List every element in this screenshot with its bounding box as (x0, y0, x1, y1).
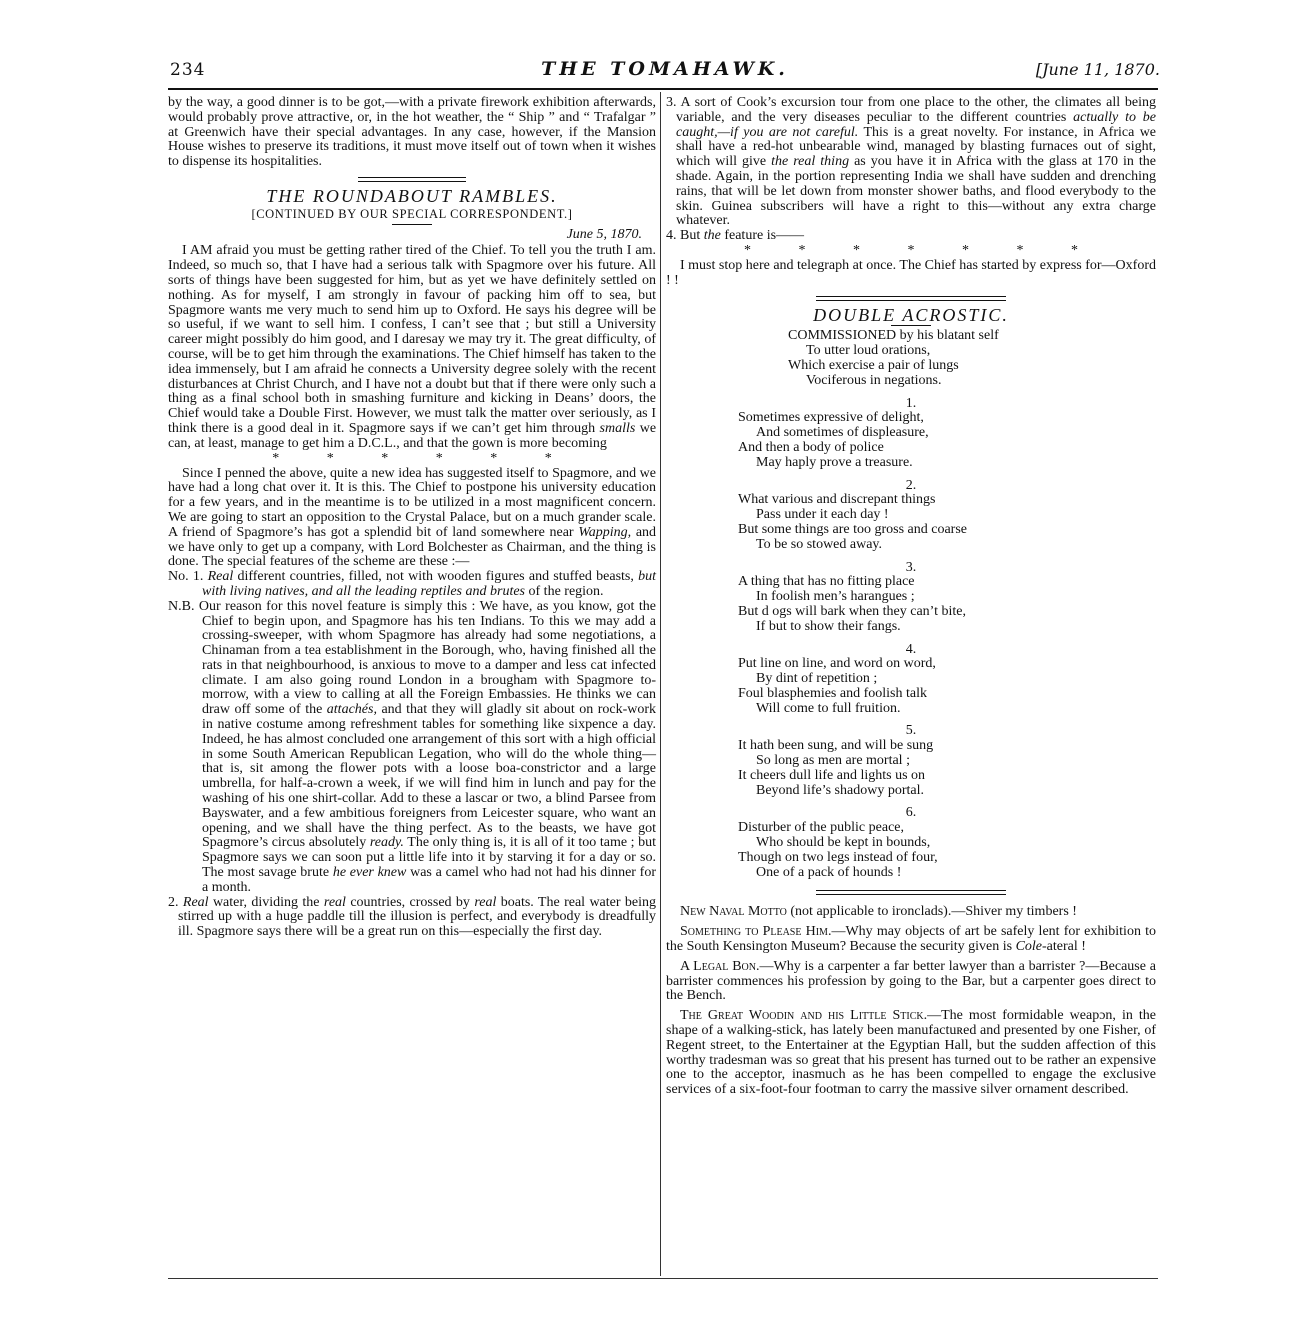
section-divider (816, 890, 1006, 895)
acrostic-stanzas (666, 397, 1156, 881)
scheme-item-1: No. 1. Real different countries, filled, not with wooden figures and stuffed beasts, but with living natives, and all the leading reptiles and brutes of the region. (168, 569, 656, 599)
acrostic-title: DOUBLE ACROSTIC. (813, 304, 1009, 325)
poem-line: It cheers dull life and lights us on (738, 767, 926, 783)
poem-line: Will come to full fruition. (756, 700, 901, 716)
page-number: 234 (170, 60, 206, 80)
article-subtitle: [CONTINUED BY OUR SPECIAL CORRESPONDENT.] (251, 206, 573, 221)
stanza-number: 2. (905, 477, 917, 493)
poem-line: In foolish men’s harangues ; (756, 589, 915, 605)
poem-line: By dint of repetition ; (756, 671, 878, 687)
poem-line: It hath been sung, and will be sung (738, 738, 934, 754)
poem-line: A thing that has no fitting place (738, 574, 915, 590)
stanza-number: 6. (905, 805, 917, 821)
column-divider (660, 92, 661, 1276)
poem-line: Put line on line, and word on word, (738, 656, 936, 672)
poem-line: But d ogs will bark when they can’t bite, (738, 603, 966, 619)
scheme-note: N.B. Our reason for this novel feature is simply this : We have, as you know, got the Chief to begin upon, and Spagmore has his ten Indians. To this we may add a crossing-sweeper, with whom Spagmore has already had some negotiations, a Chinaman from a tea establishment in the Borough, who, having finished all the rats in that neighbourhood, is anxious to move to a damper and less cat infected climate. I am also going round London in a brougham with Spagmore to-morrow, with a view to calling at all the Foreign Embassies. He thinks we can draw off some of the attachés, and that they will gladly sit about on rock-work in native costume among refreshment tables for something like sixpence a day. Indeed, he has almost concluded one arrangement of this sort with a high official in some South American Republican Legation, who will do the whole thing—that is, sit among the flower pots with a loose boa-constrictor and a large umbrella, for half-a-crown a week, if we will find him in lunch and pay for the washing of his one shirt-collar. Add to these a lascar or two, a blind Parsee from Bayswater, and a few ambitious foreigners from Leicester square, who want an opening, and we shall have the thing perfect. As to the beasts, we have got Spagmore’s circus absolutely ready. The only thing is, it is all of it too tame ; but Spagmore says we can soon put a little life into it by starving it for a day or so. The most savage brute he ever knew was a camel who had not had his dinner for a month. (168, 598, 657, 895)
article-paragraph: Since I penned the above, quite a new idea has suggested itself to Spagmore, and we have had a long chat over it. It is this. The Chief to postpone his university education for a few years, and in the meantime is to be utilized in a most magnificent concern. We are going to start an opposition to the Crystal Palace, but on a much grander scale. A friend of Spagmore’s has got a splendid bit of land somewhere near Wapping, and we have only to get up a company, with Lord Bolchester as Chairman, and the thing is done. The special features of the scheme are these :— (168, 465, 657, 570)
stanza-number: 3. (905, 559, 917, 575)
acrostic-stanza (738, 575, 1156, 634)
acrostic-intro (788, 329, 1156, 388)
poem-line: Foul blasphemies and foolish talk (738, 685, 927, 701)
issue-date: [June 11, 1870. (1035, 60, 1160, 79)
scheme-item-4: 4. But the feature is—— (666, 228, 805, 244)
note-legal-bon: A Legal Bon.—Why is a carpenter a far better lawyer than a barrister ?—Because a barrister commences his profession by going to the Bar, but a carpenter goes direct to the Bench. (666, 958, 1156, 1004)
poem-line: To be so stowed away. (756, 536, 883, 552)
poem-line: So long as men are mortal ; (756, 753, 910, 769)
poem-line: May haply prove a treasure. (756, 454, 913, 470)
stanza-number: 1. (905, 395, 917, 411)
note-please-him: Something to Please Him.—Why may objects of art be safely lent for exhibition to the South Kensington Museum? Because the security given is Cole-ateral ! (666, 924, 1156, 955)
acrostic-stanza (738, 493, 1156, 552)
page-header (170, 60, 1160, 86)
page-bottom-rule (168, 1278, 1158, 1279)
masthead: THE TOMAHAWK. (541, 58, 789, 80)
acrostic-stanza (738, 821, 1156, 880)
poem-line: Who should be kept in bounds, (756, 835, 931, 851)
poem-line: Pass under it each day ! (756, 507, 889, 523)
poem-line: COMMISSIONED by his blatant self (788, 328, 999, 344)
poem-line: One of a pack of hounds ! (756, 864, 902, 880)
poem-line: To utter loud orations, (806, 343, 931, 359)
acrostic-stanza (738, 411, 1156, 470)
poem-line: And sometimes of displeasure, (756, 425, 929, 441)
poem-line: But some things are too gross and coarse (738, 521, 968, 537)
right-column (666, 96, 1156, 1103)
poem-line: Disturber of the public peace, (738, 820, 904, 836)
note-naval-motto: New Naval Motto (not applicable to ironclads).—Shiver my timbers ! (680, 904, 1077, 920)
article-title: THE ROUNDABOUT RAMBLES. (266, 185, 558, 206)
asterism: * * * * * * * (744, 242, 1078, 258)
acrostic-stanza (738, 739, 1156, 798)
poem-line: Which exercise a pair of lungs (788, 357, 959, 373)
scheme-item-3: 3. A sort of Cook’s excursion tour from one place to the other, the climates all being variable, and the very diseases peculiar to the different countries actually to be caught,—if you are not careful. This is a great novelty. For instance, in Africa we shall have a red-hot unbearable wind, managed by blasting furnaces out of sight, which will give the real thing as you have it in Africa with the glass at 170 in the shade. Again, in the portion representing India we shall have sudden and drenching rains, that will be let down from monster shower baths, and flood everybody to the skin. Guinea subscribers will have a right to this—without any extra charge whatever. (666, 95, 1157, 229)
article-dateline: June 5, 1870. (566, 226, 642, 242)
closing-paragraph: I must stop here and telegraph at once. The Chief has started by express for—Oxford ! ! (666, 257, 1156, 288)
stanza-number: 4. (905, 641, 917, 657)
intro-paragraph: by the way, a good dinner is to be got,—with a private firework exhibition afterwards, would probably prove attractive, or, in the hot weather, the “ Ship ” and “ Trafalgar ” at Greenwich have their special advantages. In any case, however, if the Mansion House wishes to preserve its traditions, it must move itself out of town when it wishes to dispense its hospitalities. (168, 95, 656, 170)
poem-line: Vociferous in negations. (806, 372, 942, 388)
notes-section (666, 905, 1156, 1098)
section-divider (358, 177, 466, 182)
poem-line: Sometimes expressive of delight, (738, 410, 924, 426)
poem-line: If but to show their fangs. (756, 618, 901, 634)
short-divider (891, 325, 931, 326)
short-divider (392, 224, 432, 225)
scheme-item-2: 2. Real water, dividing the real countries, crossed by real boats. The real water being stirred up with a huge paddle till the illusion is perfect, and everybody is dreadfully ill. Spagmore says there will be a great run on this—especially the first day. (168, 894, 657, 940)
poem-line: What various and discrepant things (738, 492, 936, 508)
stanza-number: 5. (905, 723, 917, 739)
section-divider (816, 296, 1006, 301)
acrostic-stanza (738, 657, 1156, 716)
asterism: * * * * * * (272, 450, 552, 466)
poem-line: And then a body of police (738, 439, 884, 455)
poem-line: Beyond life’s shadowy portal. (756, 782, 924, 798)
note-woodin-stick: The Great Woodin and his Little Stick.—The most formidable weapɔn, in the shape of a walking-stick, has lately been manufactuʀed and presented by one Fisher, of Regent street, to the Entertainer at the Egyptian Hall, but the sudden affection of this worthy tradesman was so great that his present has turned out to be rather an expensive one to the acceptor, inasmuch as he has been compelled to engage the exclusive services of a six-foot-four footman to carry the massive silver ornament described. (666, 1008, 1156, 1098)
header-rule (168, 88, 1158, 90)
poem-line: Though on two legs instead of four, (738, 849, 938, 865)
left-column (168, 96, 656, 940)
article-paragraph: I AM afraid you must be getting rather tired of the Chief. To tell you the truth I am. Indeed, so much so, that I have had a serious talk with Spagmore over his future. All sorts of things have been suggested for him, but as yet we have definitely settled on nothing. As for myself, I am strongly in favour of packing him off to sea, but Spagmore wants me very much to send him up to Oxford. He says his degree will be so useful, if we want to sell him. I confess, I can’t see that ; but still a University career might possibly do him good, and I daresay we may try it. The great difficulty, of course, will be to get him through the examinations. The Chief himself has taken to the idea immensely, but I am afraid he connects a University degree solely with the recent disturbances at Christ Church, and I have not a doubt but that if there were only such a thing as a final school both in smashing furniture and kicking in Deans’ doors, the Chief would take a Double First. However, we must talk the matter over seriously, as I think there is a good deal in it. Spagmore says if we can’t get him through smalls we can, at least, manage to get him a D.C.L., and that the gown is more becoming (168, 243, 657, 451)
